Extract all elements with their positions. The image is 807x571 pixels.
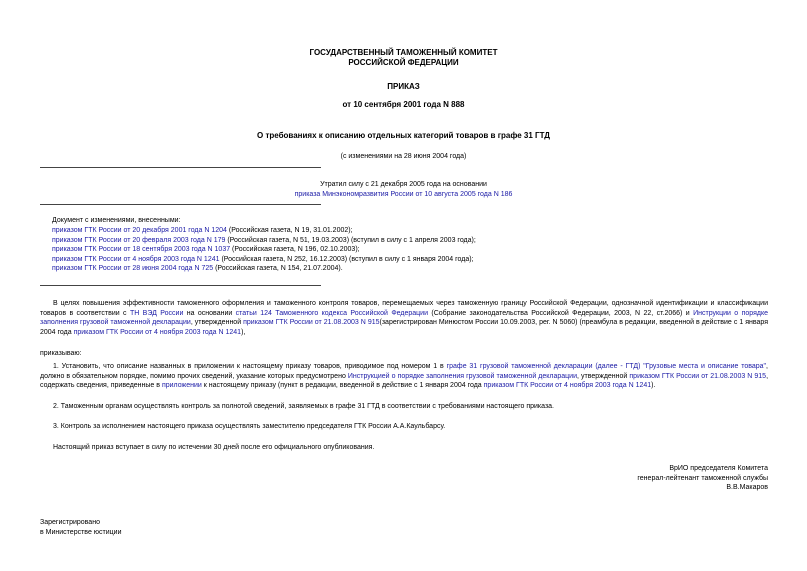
gtd-box-31-link[interactable]: графе 31 грузовой таможенной декларации (далее - ГТД) "Грузовые места и описание товара" xyxy=(446,363,767,370)
order-915-link[interactable]: приказом ГТК России от 21.08.2003 N 915 xyxy=(243,319,380,326)
amendment-link[interactable]: приказом ГТК России от 20 декабря 2001 года N 1204 xyxy=(52,227,227,234)
registration-line2: в Министерстве юстиции xyxy=(40,528,122,536)
amendment-item xyxy=(52,245,752,255)
registration-line1: Зарегистрировано xyxy=(40,519,100,526)
text-run: В целях повышения эффективности таможенного оформления и таможенного контроля товаров, перемещаемых через таможенную границу Российской Федерации, однозначной идентификации и классификации товаров в соответствии с xyxy=(40,300,768,317)
text-run: , утвержденной xyxy=(190,319,244,326)
signature-rank: генерал-лейтенант таможенной службы xyxy=(637,474,768,482)
divider xyxy=(40,285,321,286)
effective-paragraph: Настоящий приказ вступает в силу по истечении 30 дней после его официального опубликования. xyxy=(53,444,375,451)
amendment-note: (Российская газета, N 154, 21.07.2004). xyxy=(213,265,343,272)
text-run: , содержать сведения, приведенные в xyxy=(40,372,769,389)
registration-block xyxy=(40,518,121,537)
order-1241-link[interactable]: приказом ГТК России от 4 ноября 2003 года N 1241 xyxy=(73,328,242,336)
amendment-item xyxy=(52,255,752,265)
org-name-line2: РОССИЙСКОЙ ФЕДЕРАЦИИ xyxy=(348,58,459,67)
appendix-link[interactable]: приложении xyxy=(161,382,202,389)
text-run: на основании xyxy=(183,309,236,317)
item-2-paragraph: 2. Таможенным органам осуществлять контроль за полнотой сведений, заявляемых в графе 31 ГТД в соответствии с требованиями настоящего приказа. xyxy=(53,403,554,410)
divider xyxy=(40,204,321,205)
text-run: (зарегистрирован Минюстом России 10.09.2003, рег. N 5060) (преамбула в редакции, введенной в действие с 1 января 2004 года xyxy=(40,319,769,336)
divider xyxy=(40,167,321,168)
item-3-paragraph: 3. Контроль за исполнением настоящего приказа осуществлять заместителю председателя ГТК России А.А.Каульбарсу. xyxy=(53,423,446,430)
preamble-paragraph xyxy=(40,299,768,337)
expired-basis-link[interactable]: приказа Минэкономразвития России от 10 августа 2005 года N 186 xyxy=(294,191,513,198)
text-run: ). xyxy=(651,382,656,389)
amendment-link[interactable]: приказом ГТК России от 28 июня 2004 года N 725 xyxy=(52,265,214,272)
text-run: ), xyxy=(241,328,246,336)
amendment-note: (Российская газета, N 19, 31.01.2002); xyxy=(226,227,353,234)
tn-ved-link[interactable]: ТН ВЭД России xyxy=(129,309,184,317)
org-name-line1: ГОСУДАРСТВЕННЫЙ ТАМОЖЕННЫЙ КОМИТЕТ xyxy=(309,48,498,57)
order-1241-link[interactable]: приказом ГТК России от 4 ноября 2003 года N 1241 xyxy=(483,382,652,389)
text-run: к настоящему приказу (пункт в редакции, введенной в действие с 1 января 2004 года xyxy=(201,382,484,389)
amendment-link[interactable]: приказом ГТК России от 18 сентября 2003 года N 1037 xyxy=(52,246,231,253)
amendment-note: (Российская газета, N 196, 02.10.2003); xyxy=(230,246,360,253)
text-run: , должно в обязательном порядке, помимо прочих сведений, указание которых предусмотрено xyxy=(40,363,768,380)
expired-link-row xyxy=(0,190,807,200)
signature-position: ВрИО председателя Комитета xyxy=(669,465,768,472)
document-type: ПРИКАЗ xyxy=(387,82,420,91)
expired-text: Утратил силу с 21 декабря 2005 года на основании xyxy=(320,181,487,188)
amendment-link[interactable]: приказом ГТК России от 20 февраля 2003 года N 179 xyxy=(52,236,226,244)
gtd-instruction-link[interactable]: Инструкции о порядке заполнения грузовой таможенной декларации xyxy=(40,309,768,326)
changes-note: (с изменениями на 28 июня 2004 года) xyxy=(340,153,467,160)
customs-code-article-link[interactable]: статьи 124 Таможенного кодекса Российской Федерации xyxy=(235,309,428,317)
document-title: О требованиях к описанию отдельных категорий товаров в графе 31 ГТД xyxy=(257,131,550,140)
gtd-instruction-link[interactable]: Инструкцией о порядке заполнения грузовой таможенной декларации xyxy=(347,372,578,380)
signature-name: В.В.Макаров xyxy=(726,484,768,491)
amendments-heading: Документ с изменениями, внесенными: xyxy=(52,217,181,224)
amendment-note: (Российская газета, N 51, 19.03.2003) (вступил в силу с 1 апреля 2003 года); xyxy=(225,236,476,244)
item-1-paragraph xyxy=(40,362,768,391)
text-run: (Собрание законодательства Российской Федерации, 2003, N 22, ст.2066) и xyxy=(427,309,694,317)
expired-notice xyxy=(0,180,807,190)
text-run: 1. Установить, что описание названных в приложении к настоящему приказу товаров, приводимое под номером 1 в xyxy=(53,363,447,370)
amendments-list xyxy=(52,226,752,274)
amendment-item xyxy=(52,236,752,246)
amendment-note: (Российская газета, N 252, 16.12.2003) (вступил в силу с 1 января 2004 года); xyxy=(219,255,474,263)
amendment-item xyxy=(52,226,752,236)
text-run: , утвержденной xyxy=(577,372,630,380)
document-date: от 10 сентября 2001 года N 888 xyxy=(342,100,465,109)
amendment-link[interactable]: приказом ГТК России от 4 ноября 2003 года N 1241 xyxy=(52,255,220,263)
order-915-link[interactable]: приказом ГТК России от 21.08.2003 N 915 xyxy=(629,372,767,380)
signature-block xyxy=(637,464,768,493)
amendment-item xyxy=(52,264,752,274)
order-word: приказываю: xyxy=(40,350,82,357)
